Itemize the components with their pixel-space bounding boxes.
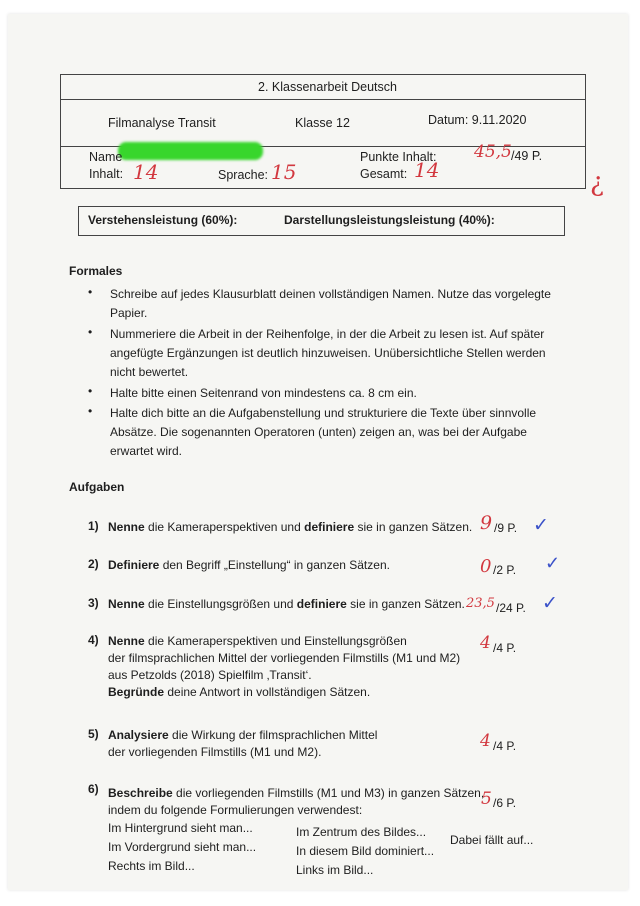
task-6-text: Beschreibe die vorliegenden Filmstills (M1 und M3) in ganzen Sätzen, indem du folgende Formulierungen verwendest:	[108, 786, 485, 817]
phrases-column-1: Im Hintergrund sieht man... Im Vordergrund sieht man... Rechts im Bild...	[108, 821, 257, 873]
redacted-name	[118, 142, 263, 160]
task-6-number: 6)	[88, 782, 99, 796]
aufgaben-heading: Aufgaben	[69, 480, 125, 494]
exam-subject: Filmanalyse Transit	[108, 116, 216, 130]
task-2-score: 0	[480, 556, 492, 577]
exam-date: Datum: 9.11.2020	[428, 113, 527, 127]
bullet-2: •	[88, 325, 93, 339]
task-1-text: Nenne die Kameraperspektiven und definiere sie in ganzen Sätzen.	[108, 520, 473, 534]
name-label: Name	[89, 150, 123, 164]
gesamt-score: 14	[414, 158, 440, 182]
task-3-max: /24 P.	[496, 601, 526, 615]
punkte-inhalt-score: 45,5	[474, 142, 512, 162]
header-divider-1	[60, 99, 585, 100]
task-4-number: 4)	[88, 633, 99, 647]
bullet-4: •	[88, 404, 93, 418]
formales-item-2: Nummeriere die Arbeit in der Reihenfolge, in der die Arbeit zu lesen ist. Auf später angefügte Ergänzungen ist deutlich hinzuweisen. Unübersichtliche Stellen werden nicht bewertet.	[110, 327, 546, 379]
task-1-max: /9 P.	[494, 521, 518, 535]
punkte-inhalt-label: Punkte Inhalt:	[360, 150, 437, 164]
phrases-column-3: Dabei fällt auf...	[450, 833, 534, 847]
task-1-number: 1)	[88, 519, 99, 533]
formales-item-3: Halte bitte einen Seitenrand von mindestens ca. 8 cm ein.	[110, 386, 417, 400]
task-4-score: 4	[480, 633, 491, 653]
formales-heading: Formales	[69, 264, 123, 278]
exam-class: Klasse 12	[295, 116, 350, 130]
darstellungsleistung-label: Darstellungsleistungsleistung (40%):	[284, 213, 495, 227]
margin-mark: ¿	[590, 168, 604, 198]
task-3-checkmark: ✓	[542, 593, 558, 614]
bullet-3: •	[88, 384, 93, 398]
bullet-1: •	[88, 285, 93, 299]
task-3-score: 23,5	[466, 596, 495, 611]
sprache-label: Sprache:	[218, 168, 269, 182]
task-1-checkmark: ✓	[533, 515, 549, 536]
task-4-text: Nenne die Kameraperspektiven und Einstellungsgrößen der filmsprachlichen Mittel der vorliegenden Filmstills (M1 und M2) aus Petzolds (2018) Spielfilm ‚Transit‘. Begründe deine Antwort in vollständigen Sätzen.	[108, 634, 461, 699]
task-5-score: 4	[480, 731, 491, 751]
inhalt-score: 14	[133, 160, 159, 184]
gesamt-label: Gesamt:	[360, 167, 408, 181]
task-5-number: 5)	[88, 727, 99, 741]
task-2-number: 2)	[88, 557, 99, 571]
exam-title: 2. Klassenarbeit Deutsch	[258, 80, 397, 94]
task-1-score: 9	[480, 512, 493, 534]
punkte-inhalt-max: /49 P.	[511, 149, 543, 163]
task-5-text: Analysiere die Wirkung der filmsprachlichen Mittel der vorliegenden Filmstills (M1 und M2).	[108, 728, 378, 759]
verstehensleistung-label: Verstehensleistung (60%):	[88, 213, 238, 227]
formales-item-1: Schreibe auf jedes Klausurblatt deinen vollständigen Namen. Nutze das vorgelegte Papier.	[110, 287, 551, 320]
phrases-column-2: Im Zentrum des Bildes... In diesem Bild dominiert... Links im Bild...	[296, 825, 435, 877]
task-2-max: /2 P.	[493, 563, 517, 577]
formales-item-4: Halte dich bitte an die Aufgabenstellung und strukturiere die Texte über sinnvolle Absätze. Die sogenannten Operatoren (unten) zeigen an, was bei der Aufgabe erwartet wird.	[110, 406, 537, 458]
task-2-checkmark: ✓	[545, 553, 561, 573]
task-5-max: /4 P.	[493, 739, 517, 753]
task-3-text: Nenne die Einstellungsgrößen und definiere sie in ganzen Sätzen.	[108, 597, 465, 611]
task-3-number: 3)	[88, 596, 99, 610]
task-6-score: 5	[481, 789, 492, 809]
task-6-max: /6 P.	[493, 796, 517, 810]
task-4-max: /4 P.	[493, 641, 517, 655]
sprache-score: 15	[271, 160, 297, 184]
task-2-text: Definiere den Begriff „Einstellung“ in ganzen Sätzen.	[108, 558, 390, 572]
inhalt-label: Inhalt:	[89, 167, 124, 181]
